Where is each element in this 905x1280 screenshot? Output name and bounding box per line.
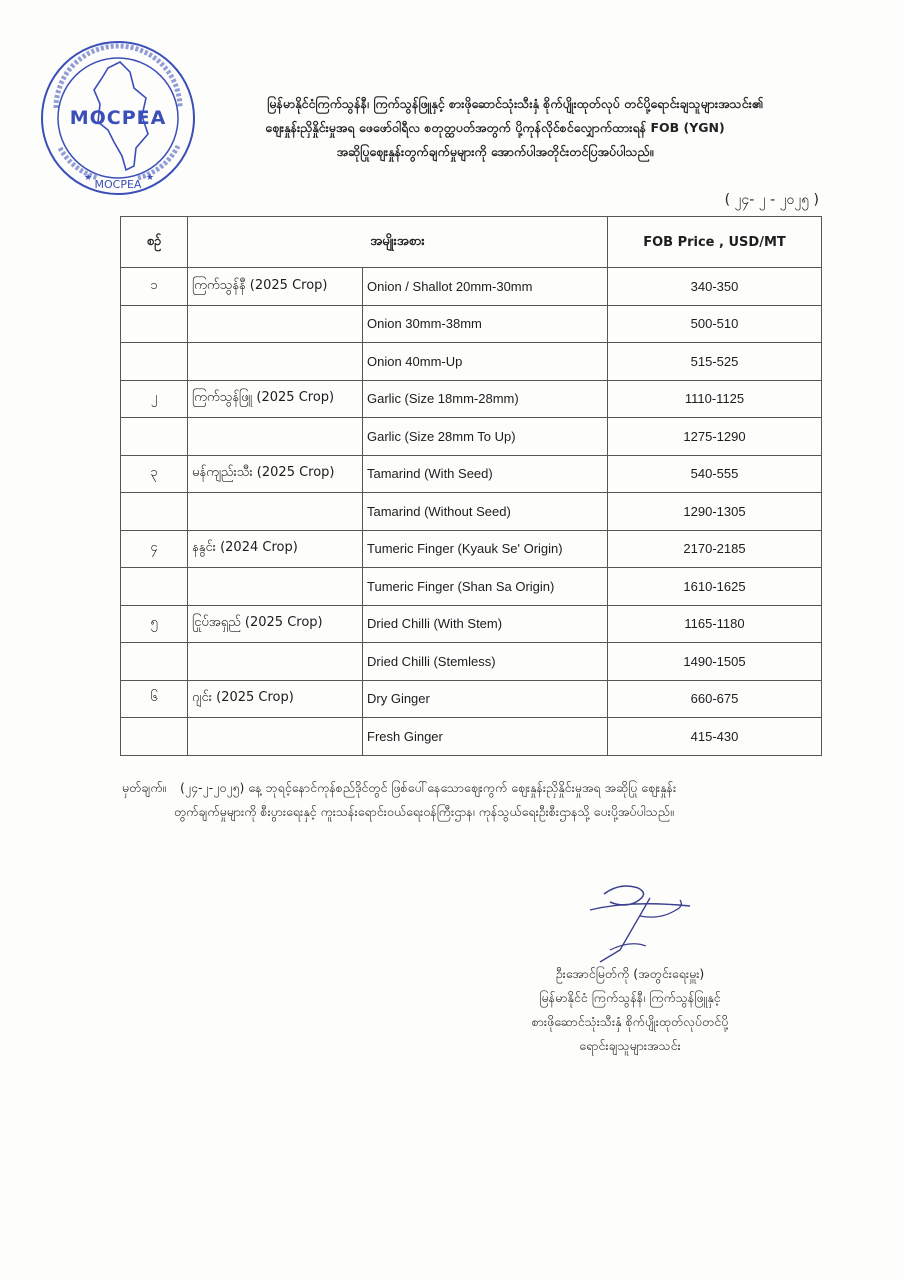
remark-label: မှတ်ချက်။	[122, 780, 167, 795]
document-header	[150, 92, 840, 164]
signatory-org-line-3: ရောင်းချသူများအသင်း	[579, 1038, 681, 1053]
table-row	[121, 455, 822, 493]
row-no: ၆	[121, 680, 188, 718]
row-item: Tamarind (With Seed)	[363, 455, 608, 493]
signatory-org-line-2: စားဖိုဆောင်သုံးသီးနှံ စိုက်ပျိုးထုတ်လုပ်တင်ပို့	[531, 1014, 729, 1029]
row-price: 660-675	[608, 680, 822, 718]
header-no: စဉ်	[121, 217, 188, 268]
price-table	[120, 216, 822, 756]
row-category	[188, 305, 363, 343]
row-no: ၅	[121, 605, 188, 643]
table-row	[121, 418, 822, 456]
table-row	[121, 530, 822, 568]
row-price: 500-510	[608, 305, 822, 343]
row-no	[121, 568, 188, 606]
row-price: 1165-1180	[608, 605, 822, 643]
table-row	[121, 718, 822, 756]
row-no: ၁	[121, 268, 188, 306]
table-row	[121, 568, 822, 606]
document-date: ( ၂၄- ၂ - ၂၀၂၅ )	[724, 192, 819, 208]
row-category	[188, 418, 363, 456]
row-price: 1290-1305	[608, 493, 822, 531]
row-item: Onion / Shallot 20mm-30mm	[363, 268, 608, 306]
svg-text:★: ★	[146, 173, 155, 183]
table-header-row	[121, 217, 822, 268]
header-line-1: မြန်မာနိုင်ငံကြက်သွန်နီ၊ ကြက်သွန်ဖြူနှင့် စားဖိုဆောင်သုံးသီးနှံ စိုက်ပျိုးထုတ်လုပ် တင်ပို့ရောင်းချသူများအသင်း၏	[267, 96, 763, 111]
row-item: Onion 40mm-Up	[363, 343, 608, 381]
table-row	[121, 493, 822, 531]
row-item: Tumeric Finger (Shan Sa Origin)	[363, 568, 608, 606]
row-price: 1110-1125	[608, 380, 822, 418]
row-no	[121, 718, 188, 756]
seal-acronym: MOCPEA	[69, 107, 167, 129]
row-category: ကြက်သွန်ဖြူ (2025 Crop)	[188, 380, 363, 418]
row-price: 2170-2185	[608, 530, 822, 568]
row-category: မန်ကျည်းသီး (2025 Crop)	[188, 455, 363, 493]
row-category	[188, 643, 363, 681]
row-no	[121, 305, 188, 343]
row-no	[121, 493, 188, 531]
header-line-2: ဈေးနှုန်းညှိနှိုင်းမှုအရ ဖေဖော်ဝါရီလ စတုတ္ထပတ်အတွက် ပို့ကုန်လိုင်စင်လျှောက်ထားရန် FOB (YGN)	[265, 120, 725, 135]
row-category	[188, 343, 363, 381]
table-row	[121, 380, 822, 418]
remark-note	[122, 776, 822, 824]
row-no	[121, 418, 188, 456]
row-category	[188, 718, 363, 756]
row-no	[121, 643, 188, 681]
signatory-org-line-1: မြန်မာနိုင်ငံ ကြက်သွန်နီ၊ ကြက်သွန်ဖြူနှင့်	[539, 990, 721, 1005]
seal-bottom-text: MOCPEA	[94, 178, 142, 191]
table-row	[121, 680, 822, 718]
row-category	[188, 493, 363, 531]
table-row	[121, 305, 822, 343]
row-item: Fresh Ginger	[363, 718, 608, 756]
table-row	[121, 605, 822, 643]
row-no: ၂	[121, 380, 188, 418]
row-price: 1610-1625	[608, 568, 822, 606]
row-price: 1275-1290	[608, 418, 822, 456]
header-price: FOB Price , USD/MT	[608, 217, 822, 268]
row-item: Dried Chilli (Stemless)	[363, 643, 608, 681]
signatory-name: ဦးအောင်မြတ်ကို (အတွင်းရေးမှူး)	[555, 966, 705, 981]
row-category: နနွင်း (2024 Crop)	[188, 530, 363, 568]
row-price: 515-525	[608, 343, 822, 381]
row-price: 540-555	[608, 455, 822, 493]
header-item: အမျိုးအစား	[188, 217, 608, 268]
handwritten-signature	[580, 880, 700, 970]
row-no: ၄	[121, 530, 188, 568]
row-price: 340-350	[608, 268, 822, 306]
row-item: Garlic (Size 28mm To Up)	[363, 418, 608, 456]
table-row	[121, 643, 822, 681]
row-item: Tumeric Finger (Kyauk Se' Origin)	[363, 530, 608, 568]
table-row	[121, 268, 822, 306]
header-line-3: အဆိုပြုဈေးနှုန်းတွက်ချက်မှုများကို အောက်ပါအတိုင်းတင်ပြအပ်ပါသည်။	[336, 144, 654, 159]
row-item: Onion 30mm-38mm	[363, 305, 608, 343]
svg-text:★: ★	[84, 173, 93, 183]
row-no	[121, 343, 188, 381]
row-category: ဂျင်း (2025 Crop)	[188, 680, 363, 718]
row-item: Garlic (Size 18mm-28mm)	[363, 380, 608, 418]
row-category	[188, 568, 363, 606]
row-item: Dried Chilli (With Stem)	[363, 605, 608, 643]
table-row	[121, 343, 822, 381]
row-item: Tamarind (Without Seed)	[363, 493, 608, 531]
row-price: 415-430	[608, 718, 822, 756]
row-price: 1490-1505	[608, 643, 822, 681]
row-category: ငြုပ်အရှည် (2025 Crop)	[188, 605, 363, 643]
signatory-block	[480, 962, 780, 1058]
remark-line-1: (၂၄-၂-၂၀၂၅) နေ့ ဘုရင့်နောင်ကုန်စည်ဒိုင်တွင် ဖြစ်ပေါ်နေသောဈေးကွက် ဈေးနှုန်းညှိနှိုင်းမှုအရ အဆိုပြု ဈေးနှုန်း	[179, 780, 677, 795]
row-no: ၃	[121, 455, 188, 493]
row-item: Dry Ginger	[363, 680, 608, 718]
remark-line-2: တွက်ချက်မှုများကို စီးပွားရေးနှင့် ကူးသန်းရောင်းဝယ်ရေးဝန်ကြီးဌာန၊ ကုန်သွယ်ရေးဦးစီးဌာနသို့ ပေးပို့အပ်ပါသည်။	[174, 804, 674, 819]
row-category: ကြက်သွန်နီ (2025 Crop)	[188, 268, 363, 306]
